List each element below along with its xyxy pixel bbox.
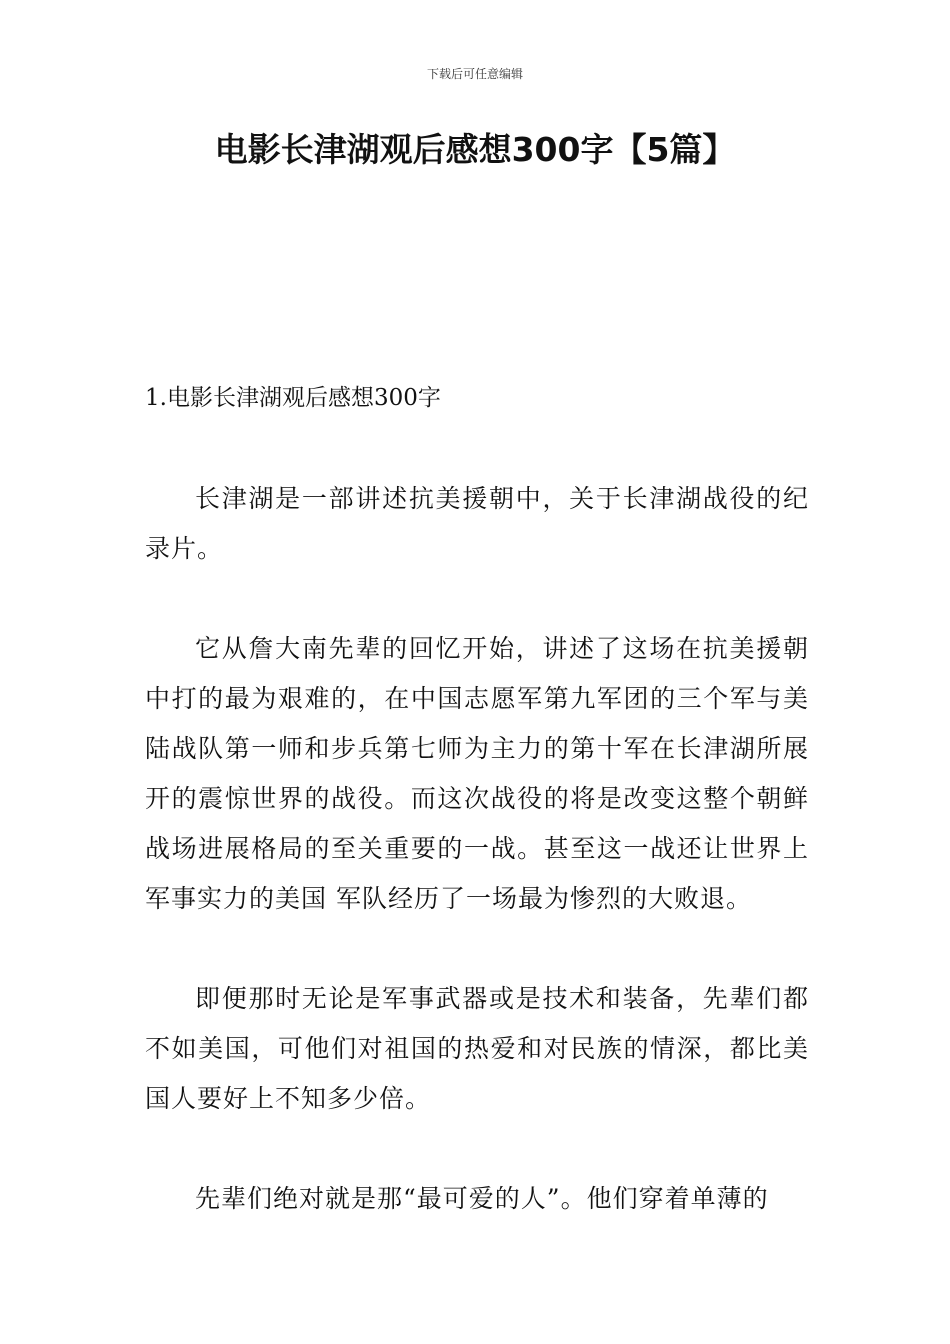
body-paragraph-1: 长津湖是一部讲述抗美援朝中，关于长津湖战役的纪录片。 [145, 484, 809, 563]
body-paragraph-4: 先辈们绝对就是那“最可爱的人”。他们穿着单薄的 [195, 1184, 769, 1213]
body-paragraph-2: 它从詹大南先辈的回忆开始，讲述了这场在抗美援朝中打的最为艰难的，在中国志愿军第九军团的三个军与美陆战队第一师和步兵第七师为主力的第十军在长津湖所展开的震惊世界的战役。而这次战役的将是改变这整个朝鲜战场进展格局的至关重要的一战。甚至这一战还让世界上军事实力的美国 军队经历了一场最为惨烈的大败退。 [145, 634, 809, 913]
section-heading: 1.电影长津湖观后感想300字 [145, 385, 441, 411]
body-paragraph-3: 即便那时无论是军事武器或是技术和装备，先辈们都不如美国，可他们对祖国的热爱和对民族的情深，都比美国人要好上不知多少倍。 [145, 984, 809, 1113]
document-title: 电影长津湖观后感想300字【5篇】 [214, 130, 736, 169]
header-note: 下载后可任意编辑 [426, 67, 523, 81]
